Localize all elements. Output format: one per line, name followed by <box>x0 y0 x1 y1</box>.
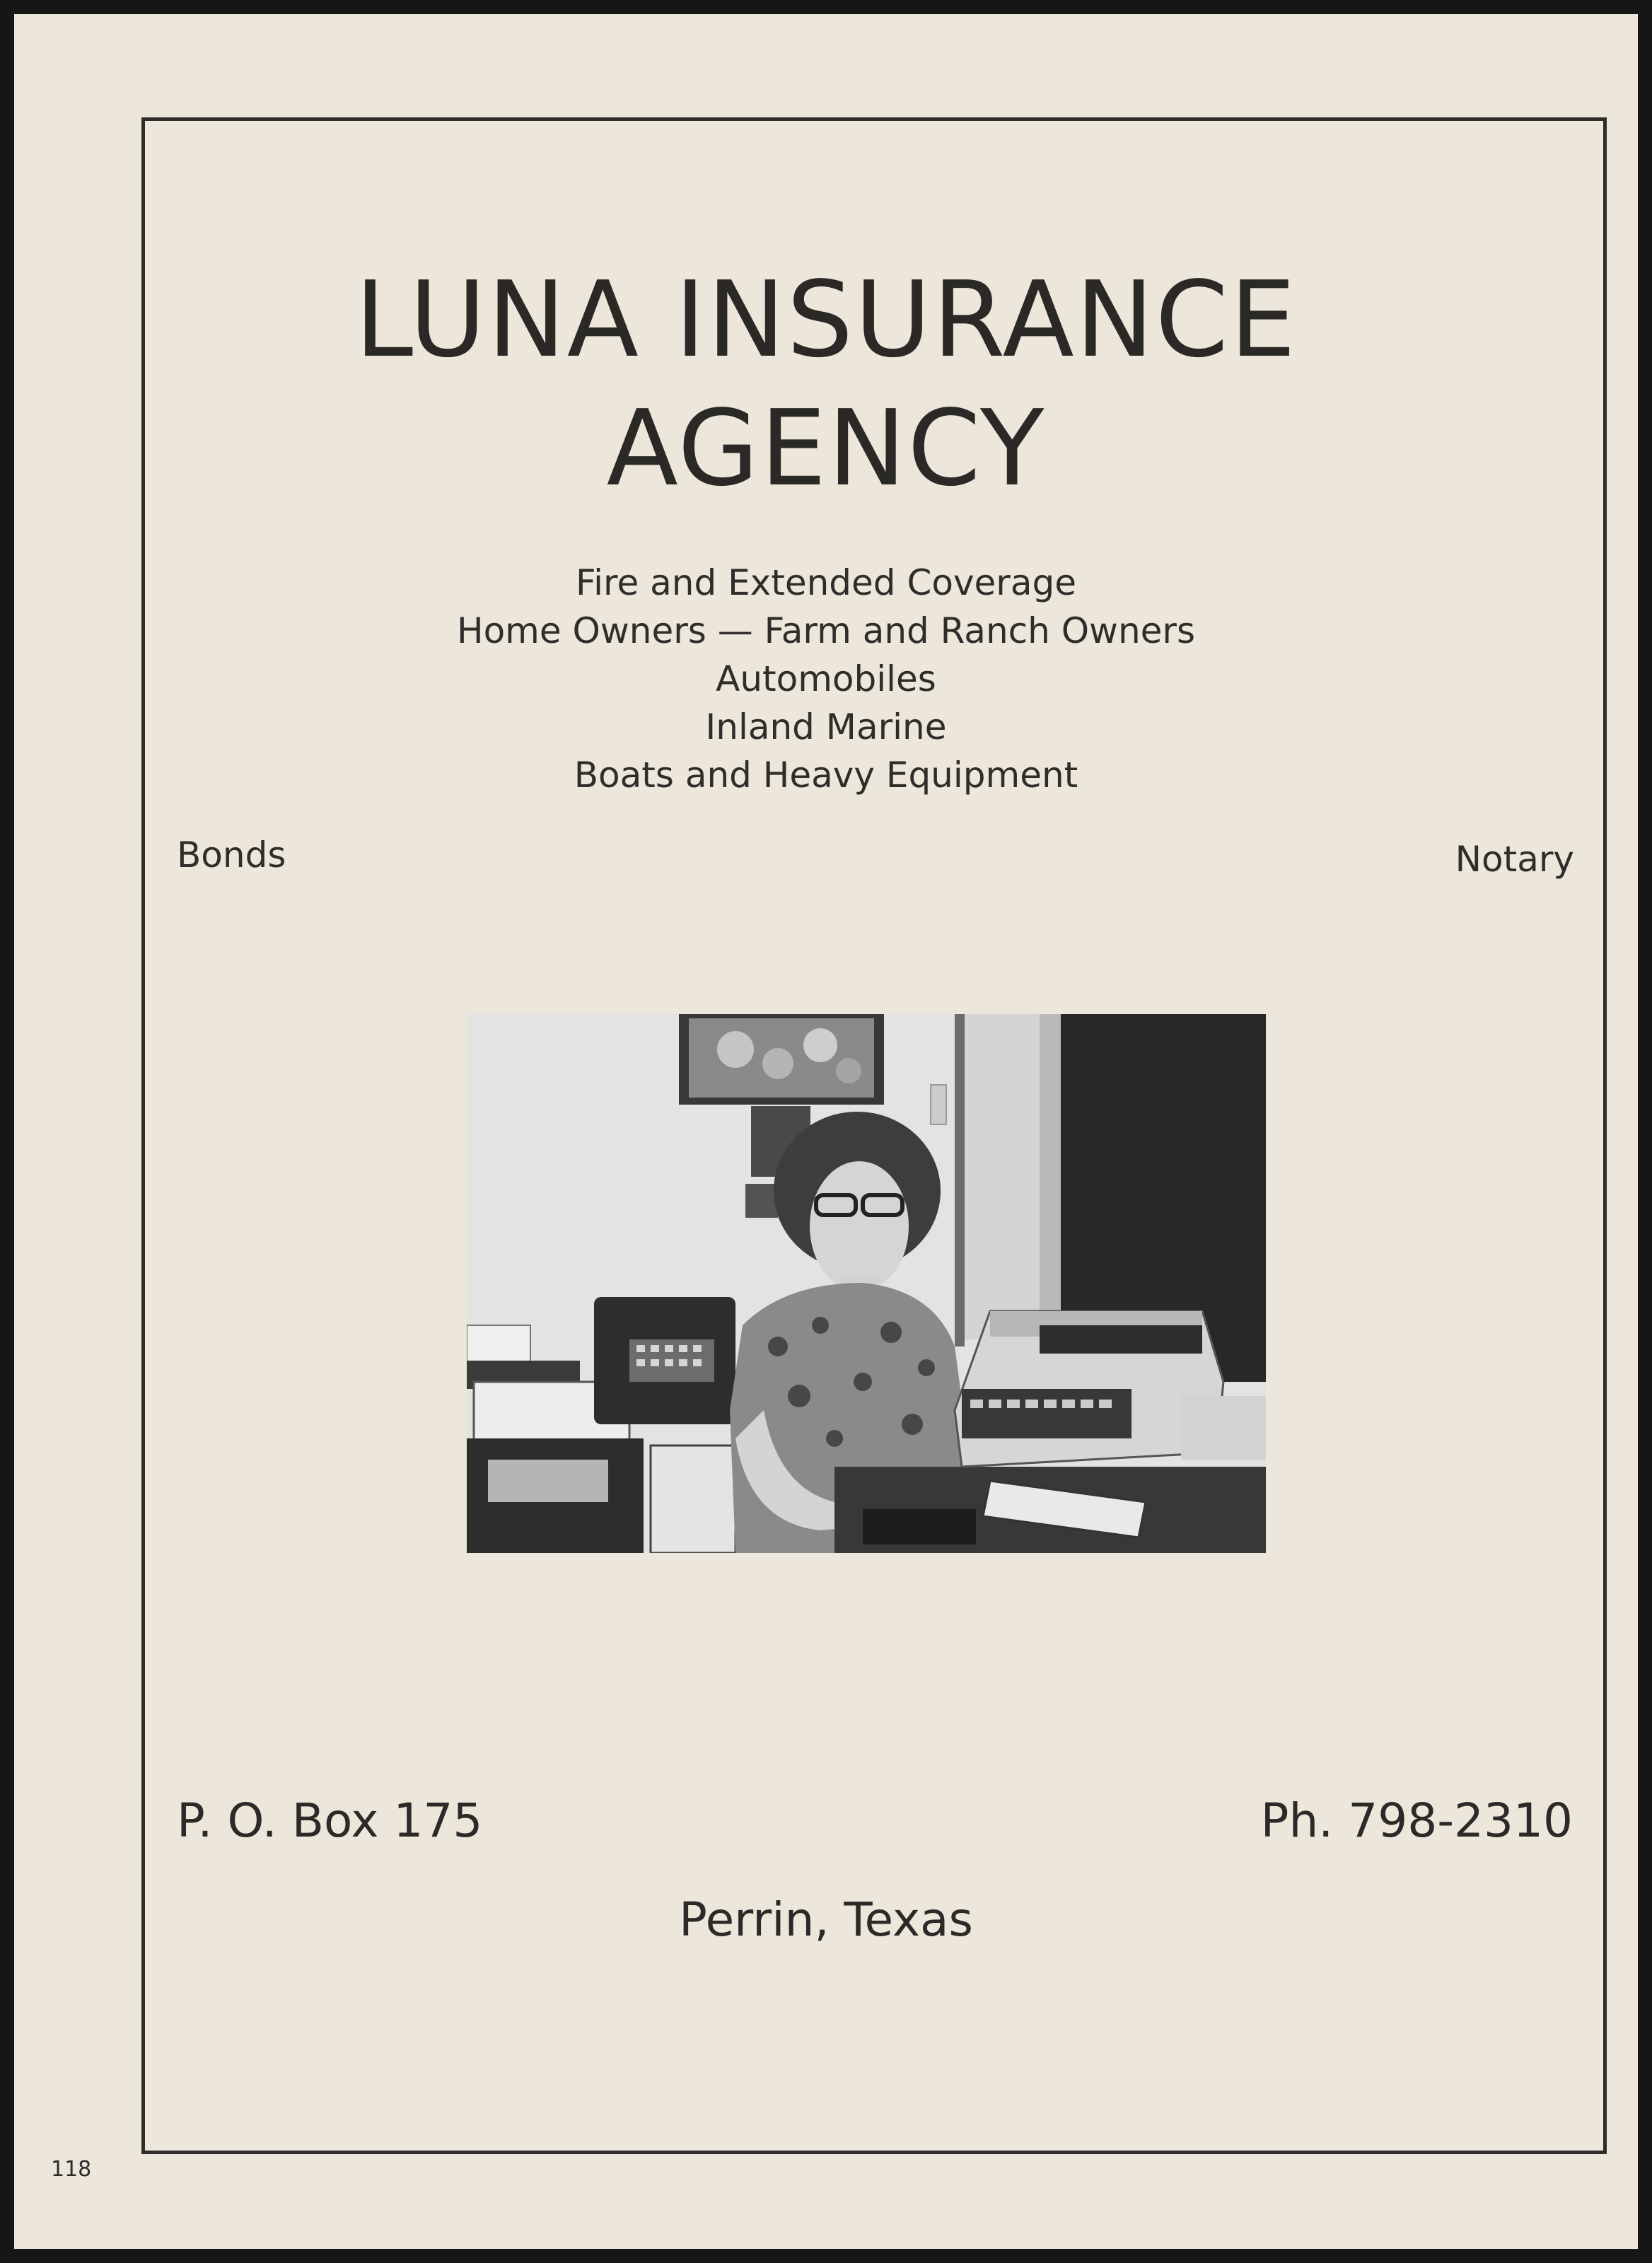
notary-label: Notary <box>1455 839 1574 880</box>
page-number: 118 <box>51 2157 92 2182</box>
coverage-item: Fire and Extended Coverage <box>575 562 1076 603</box>
city-state: Perrin, Texas <box>679 1892 973 1947</box>
coverage-item: Inland Marine <box>705 706 947 747</box>
coverage-item: Automobiles <box>716 658 936 699</box>
po-box: P. O. Box 175 <box>177 1793 483 1848</box>
coverage-list <box>14 559 1638 799</box>
agency-title-line2: AGENCY <box>606 388 1046 509</box>
phone-number: Ph. 798-2310 <box>1260 1793 1573 1848</box>
coverage-item: Boats and Heavy Equipment <box>574 755 1078 796</box>
yearbook-page <box>14 14 1638 2249</box>
bonds-label: Bonds <box>177 834 286 875</box>
office-photo <box>467 1014 1266 1553</box>
agency-title-line1: LUNA INSURANCE <box>354 259 1298 380</box>
coverage-item: Home Owners — Farm and Ranch Owners <box>456 610 1196 651</box>
